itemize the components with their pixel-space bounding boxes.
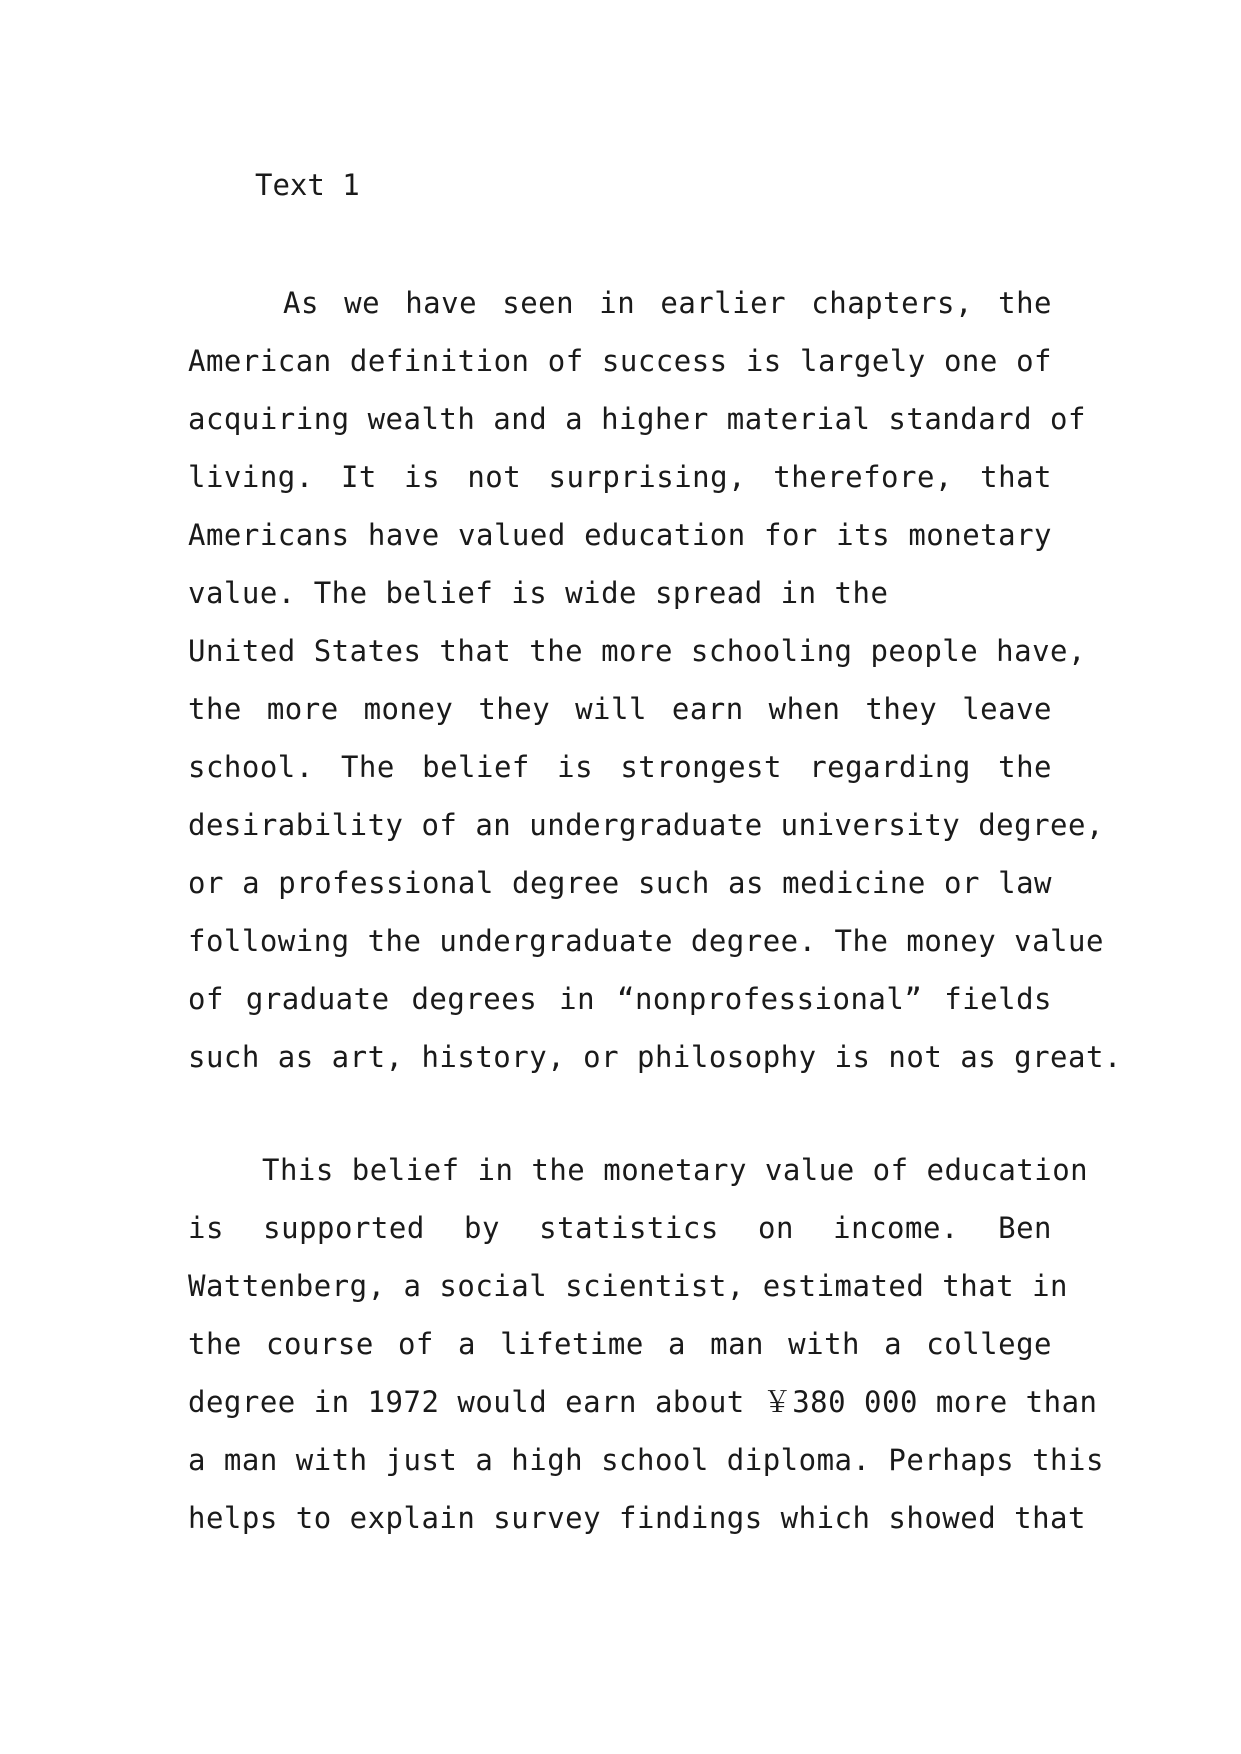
paragraph-line: American definition of success is largely one of [188,344,1052,378]
paragraph-line: school. The belief is strongest regarding the [188,750,1052,784]
paragraph-line: As we have seen in earlier chapters, the [283,286,1052,320]
text-heading: Text 1 [255,168,360,202]
paragraph-line: United States that the more schooling people have, [188,634,1086,668]
paragraph-line: or a professional degree such as medicine or law [188,866,1052,900]
paragraph-line: This belief in the monetary value of education [262,1153,1089,1187]
paragraph-line: degree in 1972 would earn about ￥380 000 more than [188,1385,1098,1419]
paragraph-line: value. The belief is wide spread in the [188,576,889,610]
paragraph-line: desirability of an undergraduate university degree, [188,808,1104,842]
paragraph-line: Wattenberg, a social scientist, estimated that in [188,1269,1069,1303]
paragraph-line: of graduate degrees in “nonprofessional” fields [188,982,1052,1016]
paragraph-line: is supported by statistics on income. Ben [188,1211,1052,1245]
paragraph-line: such as art, history, or philosophy is not as great. [188,1040,1122,1074]
paragraph-line: helps to explain survey findings which showed that [188,1501,1086,1535]
paragraph-line: living. It is not surprising, therefore, that [188,460,1052,494]
paragraph-line: acquiring wealth and a higher material standard of [188,402,1086,436]
paragraph-line: following the undergraduate degree. The money value [188,924,1104,958]
paragraph-line: the more money they will earn when they leave [188,692,1052,726]
paragraph-line: the course of a lifetime a man with a college [188,1327,1052,1361]
paragraph-line: a man with just a high school diploma. Perhaps this [188,1443,1104,1477]
paragraph-line: Americans have valued education for its monetary [188,518,1052,552]
